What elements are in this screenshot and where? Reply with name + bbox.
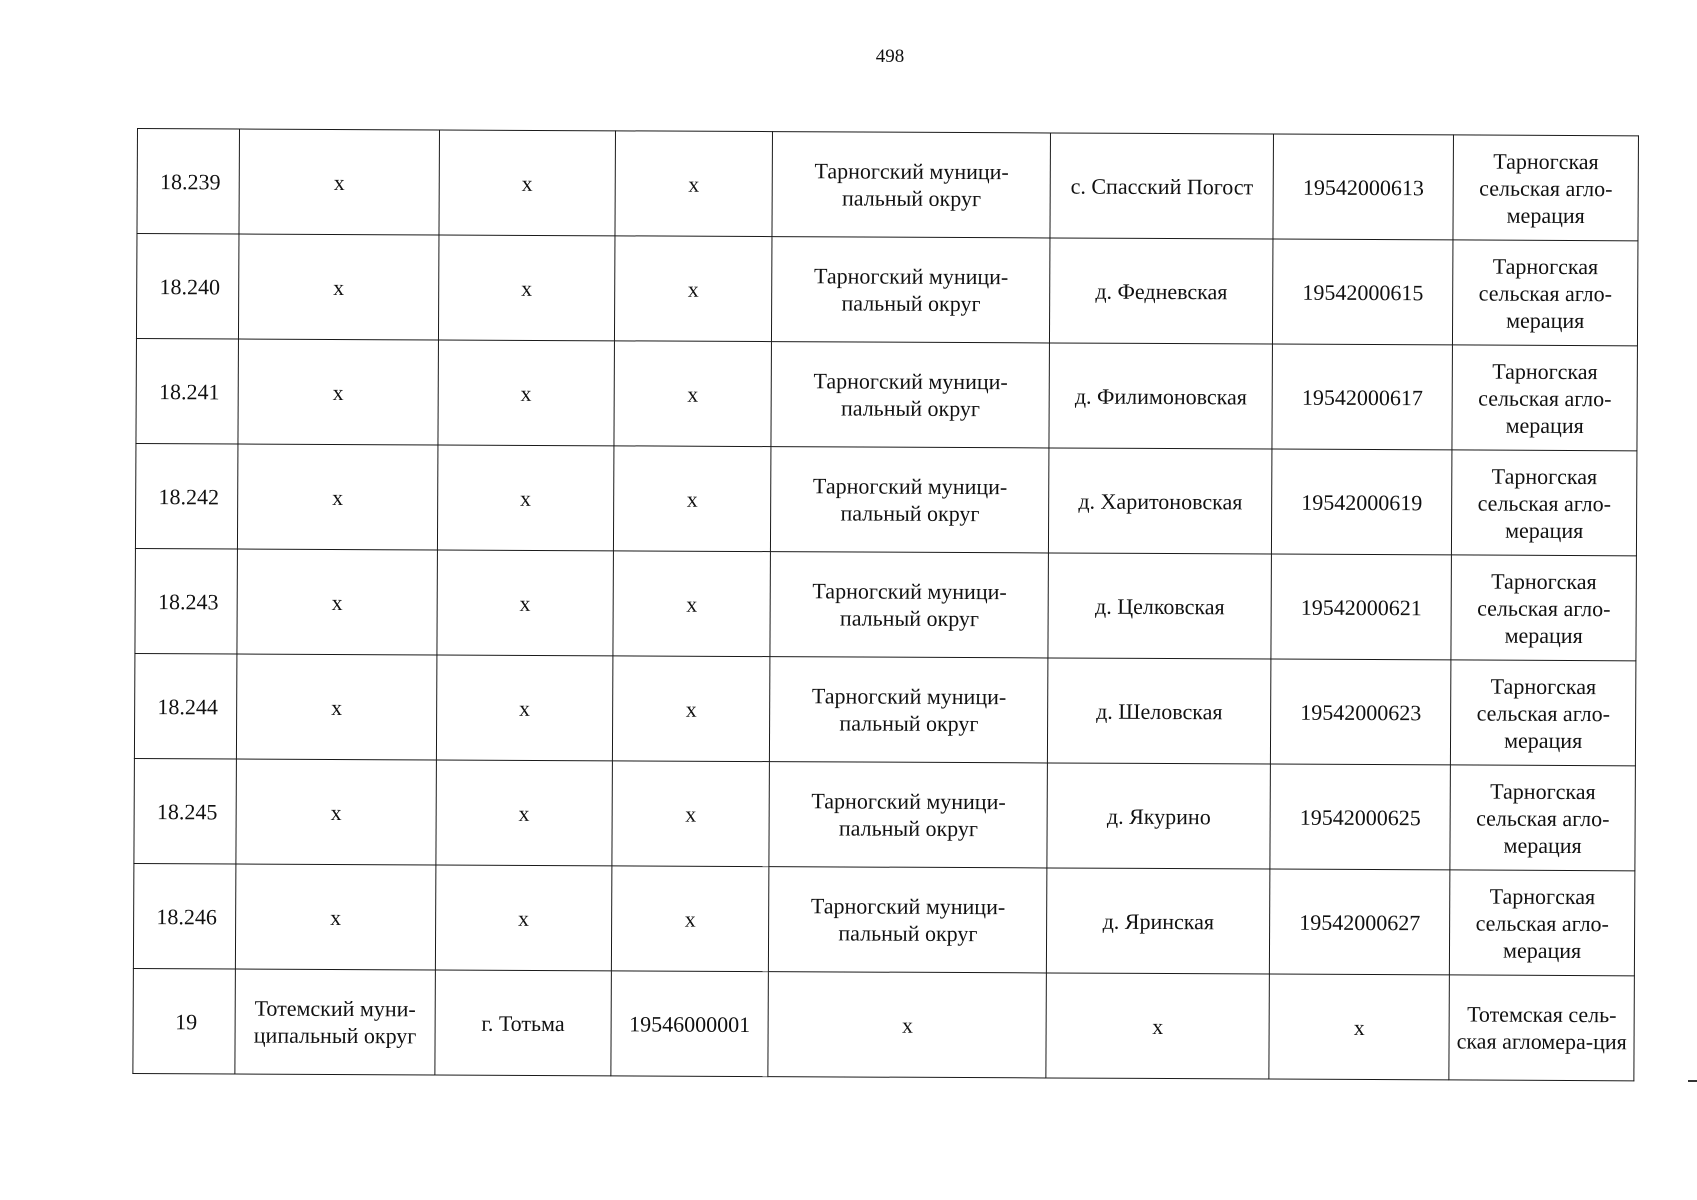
row-number-cell: 19 (133, 968, 236, 1073)
col2-cell: х (237, 549, 437, 655)
col2-cell: Тотемский муни-ципальный округ (235, 969, 435, 1075)
settlement-cell: д. Яринская (1047, 868, 1270, 974)
agglomeration-cell: Тарногская сельская агло-мерация (1453, 240, 1638, 346)
col3-cell: х (437, 550, 613, 656)
oktmo-code-cell: 19542000625 (1270, 764, 1451, 870)
settlement-cell: д. Якурино (1047, 763, 1270, 869)
col3-cell: г. Тотьма (435, 970, 611, 1076)
district-cell: Тарногский муници-пальный округ (770, 552, 1049, 658)
agglomeration-cell: Тотемская сель-ская агломера-ция (1449, 975, 1634, 1081)
settlement-cell: с. Спасский Погост (1050, 133, 1273, 239)
agglomeration-cell: Тарногская сельская агло-мерация (1451, 555, 1636, 661)
table-row (136, 338, 1637, 450)
oktmo-code-cell: х (1269, 974, 1450, 1080)
oktmo-code-cell: 19542000621 (1271, 554, 1452, 660)
col4-cell: х (612, 761, 770, 867)
district-cell: Тарногский муници-пальный округ (771, 342, 1050, 448)
col2-cell: х (238, 444, 438, 550)
col4-cell: х (614, 341, 772, 447)
col3-cell: х (439, 130, 615, 236)
row-number-cell: 18.245 (134, 758, 237, 863)
oktmo-code-cell: 19542000619 (1271, 449, 1452, 555)
table-row (133, 863, 1634, 975)
agglomeration-cell: Тарногская сельская агло-мерация (1450, 765, 1635, 871)
settlement-cell: д. Шеловская (1048, 658, 1271, 764)
row-number-cell: 18.246 (133, 863, 236, 968)
oktmo-code-cell: 19542000623 (1270, 659, 1451, 765)
col4-cell: х (613, 551, 771, 657)
settlement-cell: д. Харитоновская (1049, 448, 1272, 554)
district-cell: Тарногский муници-пальный округ (772, 132, 1051, 238)
district-cell: Тарногский муници-пальный округ (770, 657, 1049, 763)
table-row (133, 968, 1634, 1080)
settlement-cell: х (1046, 973, 1269, 1079)
col4-cell: 19546000001 (611, 971, 769, 1077)
agglomeration-cell: Тарногская сельская агло-мерация (1451, 660, 1636, 766)
col3-cell: х (435, 865, 611, 971)
district-cell: х (768, 972, 1047, 1078)
table-row (136, 234, 1637, 346)
col2-cell: х (237, 654, 437, 760)
col4-cell: х (613, 446, 771, 552)
row-number-cell: 18.244 (134, 653, 237, 758)
row-number-cell: 18.239 (137, 129, 240, 234)
district-cell: Тарногский муници-пальный округ (771, 447, 1050, 553)
settlement-cell: д. Филимоновская (1049, 343, 1272, 449)
col4-cell: х (612, 656, 770, 762)
col2-cell: х (238, 339, 438, 445)
col4-cell: х (614, 236, 772, 342)
table-row (134, 653, 1635, 765)
edge-mark (1688, 1080, 1697, 1082)
col4-cell: х (611, 866, 769, 972)
col3-cell: х (436, 655, 612, 761)
row-number-cell: 18.243 (135, 548, 238, 653)
settlements-table-wrapper (132, 128, 1639, 1081)
col2-cell: х (236, 759, 436, 865)
table-row (134, 758, 1635, 870)
col3-cell: х (436, 760, 612, 866)
settlements-table (132, 128, 1639, 1081)
district-cell: Тарногский муници-пальный округ (772, 237, 1051, 343)
col3-cell: х (438, 340, 614, 446)
agglomeration-cell: Тарногская сельская агло-мерация (1453, 135, 1638, 241)
col3-cell: х (438, 235, 614, 341)
col2-cell: х (239, 129, 439, 235)
district-cell: Тарногский муници-пальный округ (769, 867, 1048, 973)
agglomeration-cell: Тарногская сельская агло-мерация (1452, 450, 1637, 556)
oktmo-code-cell: 19542000613 (1273, 134, 1454, 240)
table-row (137, 129, 1638, 241)
row-number-cell: 18.241 (136, 338, 239, 443)
oktmo-code-cell: 19542000617 (1272, 344, 1453, 450)
row-number-cell: 18.242 (135, 443, 238, 548)
col3-cell: х (437, 445, 613, 551)
table-body (133, 129, 1639, 1081)
agglomeration-cell: Тарногская сельская агло-мерация (1452, 345, 1637, 451)
district-cell: Тарногский муници-пальный округ (769, 762, 1048, 868)
settlement-cell: д. Федневская (1050, 238, 1273, 344)
col2-cell: х (239, 234, 439, 340)
oktmo-code-cell: 19542000627 (1269, 869, 1450, 975)
row-number-cell: 18.240 (136, 234, 239, 339)
settlement-cell: д. Целковская (1048, 553, 1271, 659)
table-row (135, 443, 1636, 555)
page-number: 498 (875, 46, 905, 67)
table-row (135, 548, 1636, 660)
agglomeration-cell: Тарногская сельская агло-мерация (1450, 870, 1635, 976)
col4-cell: х (615, 131, 773, 237)
oktmo-code-cell: 19542000615 (1272, 239, 1453, 345)
col2-cell: х (235, 864, 435, 970)
